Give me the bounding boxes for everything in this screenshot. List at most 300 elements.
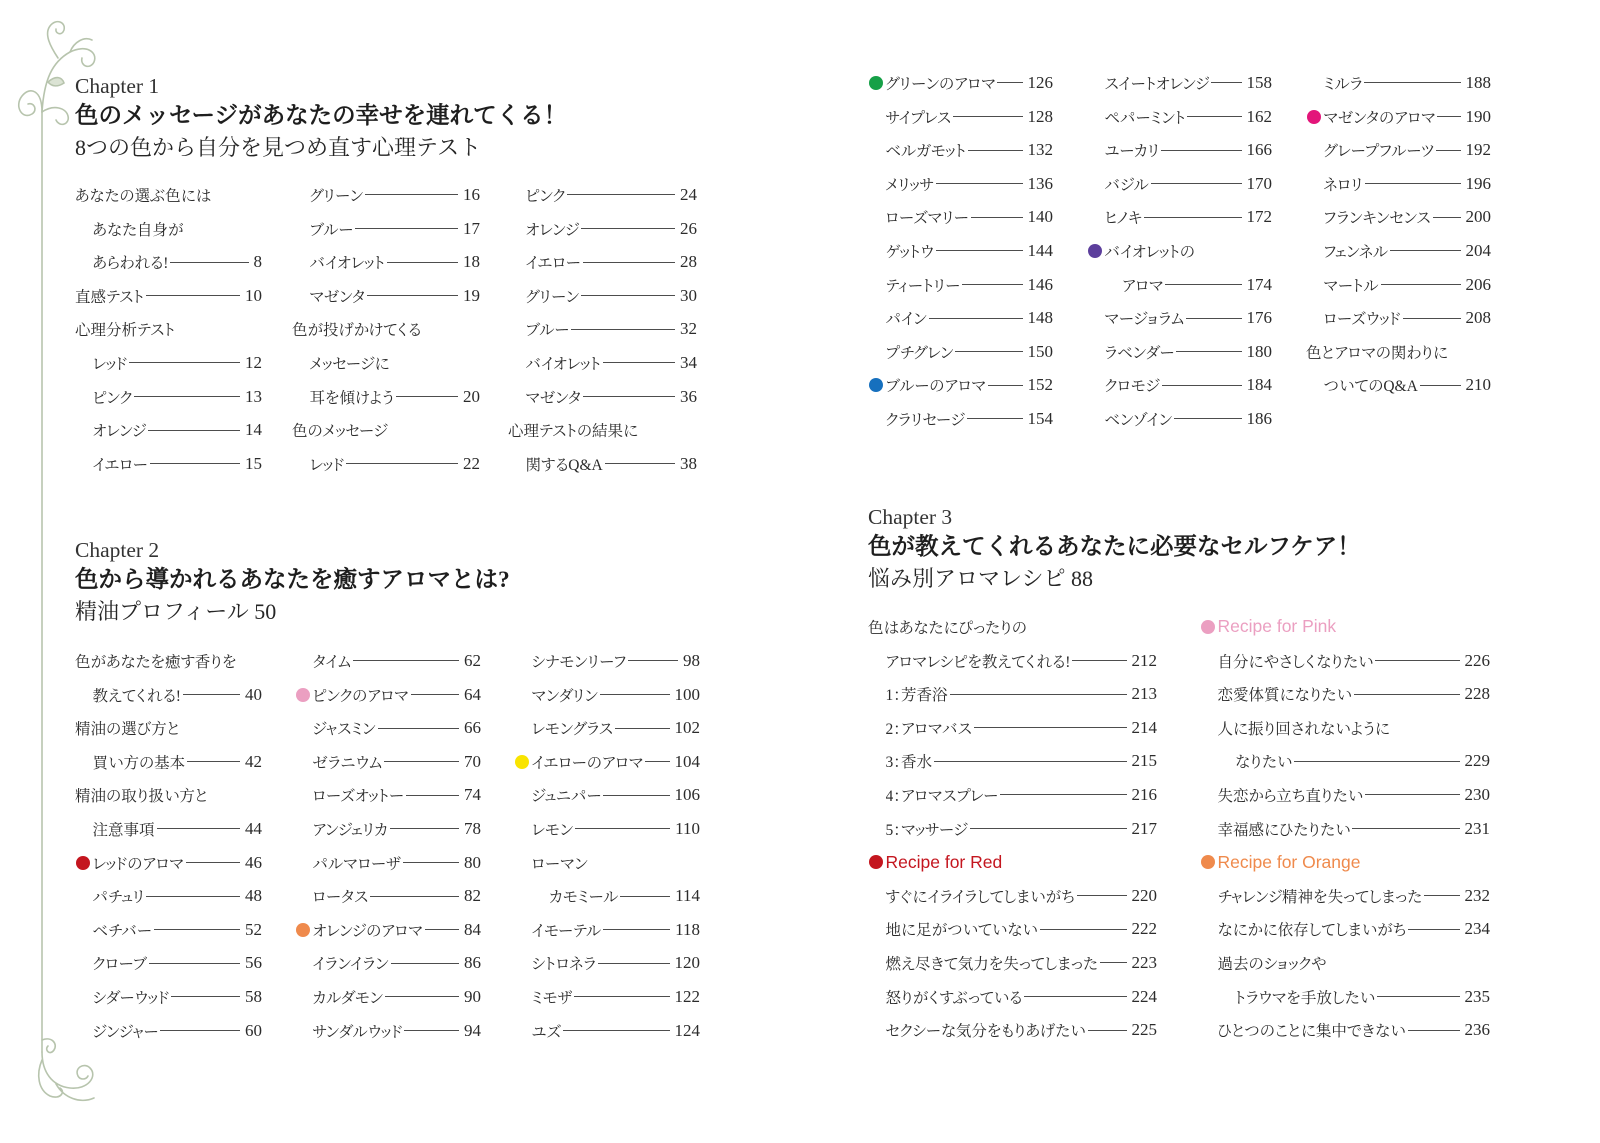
entry-title: ミルラ — [1323, 75, 1363, 93]
entry-title: バイオレットの — [1104, 243, 1195, 261]
toc-entry — [75, 413, 262, 447]
entry-title: Recipe for Orange — [1217, 851, 1361, 872]
entry-title: クロモジ — [1104, 378, 1160, 396]
leader-line — [390, 828, 459, 829]
entry-title: Recipe for Red — [885, 851, 1003, 872]
entry-title: マートル — [1323, 277, 1379, 295]
entry-title: ペパーミント — [1104, 109, 1186, 127]
page-number: 120 — [674, 953, 700, 973]
leader-line — [583, 262, 675, 263]
page-number: 222 — [1131, 919, 1157, 939]
leader-line — [1162, 385, 1242, 386]
entry-title: 買い方の基本 — [92, 754, 186, 772]
toc-entry — [514, 1014, 700, 1048]
leader-line — [1365, 794, 1459, 795]
leader-line — [1408, 929, 1459, 930]
toc-entry — [868, 369, 1053, 403]
entry-title: Recipe for Pink — [1217, 616, 1337, 637]
entry-title: レッド — [92, 355, 128, 373]
toc-entry — [868, 100, 1053, 134]
leader-line — [1187, 116, 1241, 117]
chapter-3-heading — [868, 503, 1361, 595]
entry-title: イエロー — [92, 456, 148, 474]
toc-entry — [75, 980, 262, 1014]
page-number: 52 — [245, 919, 262, 939]
page-number: 214 — [1131, 717, 1157, 737]
entry-title: 自分にやさしくなりたい — [1217, 653, 1374, 671]
toc-entry — [514, 846, 700, 880]
toc-entry — [295, 980, 481, 1014]
page-number: 114 — [675, 886, 700, 906]
page-number: 94 — [464, 1020, 481, 1040]
leader-line — [150, 463, 240, 464]
leader-line — [1024, 996, 1126, 997]
page-number: 12 — [245, 352, 262, 372]
page-number: 200 — [1465, 207, 1491, 227]
leader-line — [1377, 996, 1459, 997]
pink-dot-icon — [296, 688, 310, 702]
leader-line — [385, 996, 459, 997]
leader-line — [1381, 284, 1461, 285]
toc-entry — [292, 212, 480, 246]
recipe-section-heading — [1200, 845, 1490, 879]
toc-entry — [292, 346, 480, 380]
toc-entry — [75, 212, 262, 246]
page-number: 32 — [680, 319, 697, 339]
entry-title: ローマン — [531, 855, 588, 873]
page-number: 236 — [1464, 1020, 1490, 1040]
entry-title: パイン — [885, 311, 927, 329]
toc-entry — [1087, 301, 1272, 335]
toc-entry — [1306, 301, 1491, 335]
leader-line — [1000, 794, 1126, 795]
page-number: 18 — [463, 252, 480, 272]
page-number: 206 — [1465, 274, 1491, 294]
entry-title: バイオレット — [309, 255, 385, 273]
page-number: 212 — [1131, 650, 1157, 670]
entry-title: グリーン — [309, 187, 364, 205]
toc-entry — [292, 279, 480, 313]
leader-line — [583, 396, 675, 397]
toc-entry — [508, 245, 697, 279]
entry-title: カルダモン — [312, 989, 383, 1007]
leader-line — [370, 896, 459, 897]
entry-title: トラウマを手放したい — [1235, 989, 1376, 1007]
page-number: 225 — [1131, 1020, 1157, 1040]
entry-title: マゼンタ — [525, 389, 581, 407]
toc-entry — [1306, 268, 1491, 302]
page-number: 100 — [674, 684, 700, 704]
page-number: 8 — [253, 252, 262, 272]
page-number: 106 — [674, 785, 700, 805]
leader-line — [603, 362, 675, 363]
toc-entry — [1087, 167, 1272, 201]
page-number: 213 — [1131, 684, 1157, 704]
toc-entry — [1087, 268, 1272, 302]
chapter-subtitle: 精油プロフィール 50 — [75, 599, 277, 624]
toc-entry — [868, 980, 1157, 1014]
toc-entry — [868, 745, 1157, 779]
toc-entry — [75, 245, 262, 279]
page-number: 84 — [464, 919, 481, 939]
yellow-dot-icon — [515, 755, 529, 769]
toc-entry — [868, 677, 1157, 711]
toc-entry — [295, 1014, 481, 1048]
leader-line — [1211, 82, 1241, 83]
toc-entry — [75, 947, 262, 981]
entry-title: 過去のショックや — [1217, 955, 1327, 973]
page-number: 184 — [1246, 375, 1272, 395]
page-number: 220 — [1131, 885, 1157, 905]
toc-entry — [295, 879, 481, 913]
entry-title: イエロー — [525, 255, 581, 273]
entry-title: ブルーのアロマ — [885, 378, 986, 396]
entry-title: ユーカリ — [1104, 143, 1160, 161]
toc-entry — [75, 346, 262, 380]
entry-title: 5：マッサージ — [885, 821, 968, 839]
entry-title: ひとつのことに集中できない — [1217, 1023, 1406, 1041]
toc-entry — [75, 879, 262, 913]
page-number: 170 — [1246, 173, 1272, 193]
page-number: 82 — [464, 886, 481, 906]
page-number: 230 — [1464, 784, 1490, 804]
toc-entry — [508, 413, 697, 447]
page-number: 158 — [1246, 72, 1272, 92]
leader-line — [1437, 116, 1460, 117]
leader-line — [1165, 284, 1241, 285]
leader-line — [1390, 250, 1460, 251]
entry-title: あらわれる! — [92, 255, 169, 273]
page-number: 124 — [674, 1020, 700, 1040]
leader-line — [1161, 150, 1241, 151]
leader-line — [1040, 929, 1127, 930]
leader-line — [581, 295, 675, 296]
toc-entry — [514, 644, 700, 678]
entry-title: ローズウッド — [1323, 311, 1401, 329]
page-number: 144 — [1027, 240, 1053, 260]
leader-line — [367, 295, 458, 296]
toc-entry — [508, 346, 697, 380]
leader-line — [425, 929, 459, 930]
page-number: 28 — [680, 252, 697, 272]
page-number: 44 — [245, 818, 262, 838]
entry-title: 色とアロマの関わりに — [1306, 344, 1448, 362]
entry-title: オレンジ — [525, 221, 580, 239]
entry-title: グリーン — [525, 288, 580, 306]
toc-entry — [75, 779, 262, 813]
entry-title: ジンジャー — [92, 1023, 159, 1041]
entry-title: マゼンタのアロマ — [1323, 109, 1436, 127]
entry-title: イモーテル — [531, 922, 602, 940]
leader-line — [1100, 962, 1127, 963]
recipe-section-heading — [868, 845, 1157, 879]
page-number: 231 — [1464, 818, 1490, 838]
page-number: 128 — [1027, 106, 1053, 126]
toc-entry — [1306, 369, 1491, 403]
entry-title: レッドのアロマ — [92, 855, 184, 873]
leader-line — [346, 463, 458, 464]
pink-dot-icon — [1201, 620, 1215, 634]
chapter-subtitle: 悩み別アロマレシピ 88 — [868, 566, 1093, 591]
leader-line — [183, 694, 240, 695]
toc-entry — [868, 301, 1053, 335]
leader-line — [605, 463, 675, 464]
toc-entry — [1200, 644, 1490, 678]
entry-title: ローズオットー — [312, 788, 404, 806]
chapter-title: 色から導かれるあなたを癒すアロマとは? — [75, 566, 510, 593]
leader-line — [1294, 761, 1459, 762]
entry-title: ネロリ — [1323, 176, 1363, 194]
toc-entry — [295, 678, 481, 712]
toc-entry — [75, 313, 262, 347]
toc-entry — [75, 447, 262, 481]
leader-line — [1420, 385, 1461, 386]
entry-title: 心理分析テスト — [75, 322, 175, 340]
toc-entry — [1200, 677, 1490, 711]
entry-title: バジル — [1104, 176, 1149, 194]
page-number: 180 — [1246, 341, 1272, 361]
entry-title: パチュリ — [92, 889, 145, 907]
entry-title: なりたい — [1235, 754, 1293, 772]
page-number: 26 — [680, 218, 697, 238]
entry-title: ラベンダー — [1104, 344, 1175, 362]
leader-line — [968, 150, 1023, 151]
leader-line — [1186, 318, 1241, 319]
leader-line — [1433, 217, 1461, 218]
toc-entry — [1200, 711, 1490, 745]
toc-entry — [1306, 201, 1491, 235]
toc-entry — [1087, 133, 1272, 167]
toc-entry — [295, 812, 481, 846]
toc-entry — [868, 234, 1053, 268]
leader-line — [186, 862, 240, 863]
toc-entry — [75, 745, 262, 779]
entry-title: サイプレス — [885, 109, 951, 127]
entry-title: ついてのQ&A — [1323, 378, 1418, 396]
leader-line — [146, 896, 240, 897]
entry-title: レモングラス — [531, 721, 613, 739]
entry-title: シトロネラ — [531, 956, 596, 974]
entry-title: フェンネル — [1323, 243, 1389, 261]
chapter-label: Chapter 1 — [75, 74, 160, 98]
page-number: 162 — [1246, 106, 1272, 126]
leader-line — [129, 362, 240, 363]
page-number: 188 — [1465, 72, 1491, 92]
toc-entry — [868, 946, 1157, 980]
orange-dot-icon — [1201, 855, 1215, 869]
toc-entry — [1200, 913, 1490, 947]
page-number: 15 — [245, 453, 262, 473]
leader-line — [598, 963, 670, 964]
leader-line — [962, 284, 1022, 285]
leader-line — [1364, 82, 1460, 83]
page-number: 223 — [1131, 952, 1157, 972]
entry-title: クローブ — [92, 956, 148, 974]
entry-title: マージョラム — [1104, 311, 1185, 329]
entry-title: グリーンのアロマ — [885, 75, 996, 93]
page-number: 66 — [464, 718, 481, 738]
entry-title: 燃え尽きて気力を失ってしまった — [885, 955, 1098, 973]
page-number: 36 — [680, 386, 697, 406]
toc-entry — [514, 711, 700, 745]
leader-line — [403, 862, 459, 863]
toc-entry — [1306, 133, 1491, 167]
leader-line — [1088, 1030, 1127, 1031]
entry-title: ミモザ — [531, 989, 573, 1007]
entry-title: あなた自身が — [92, 221, 184, 239]
leader-line — [574, 996, 669, 997]
entry-title: ブルー — [525, 322, 570, 340]
entry-title: 4：アロマスプレー — [885, 787, 999, 805]
page-number: 224 — [1131, 986, 1157, 1006]
entry-title: 心理テストの結果に — [508, 423, 639, 441]
blue-dot-icon — [869, 378, 883, 392]
entry-title: 幸福感にひたりたい — [1217, 821, 1351, 839]
toc-entry — [1200, 980, 1490, 1014]
page-number: 136 — [1027, 173, 1053, 193]
entry-title: グレープフルーツ — [1323, 143, 1435, 161]
leader-line — [929, 318, 1023, 319]
leader-line — [365, 194, 458, 195]
magenta-dot-icon — [1307, 110, 1321, 124]
entry-title: 地に足がついていない — [885, 922, 1038, 940]
page-number: 208 — [1465, 308, 1491, 328]
entry-title: ベルガモット — [885, 143, 966, 161]
toc-entry — [1200, 879, 1490, 913]
toc-entry — [1200, 1013, 1490, 1047]
entry-title: ジャスミン — [312, 721, 376, 739]
page-number: 122 — [674, 986, 700, 1006]
entry-title: アンジェリカ — [312, 821, 388, 839]
toc-entry — [292, 413, 480, 447]
leader-line — [1424, 895, 1459, 896]
page-number: 204 — [1465, 240, 1491, 260]
entry-title: 色のメッセージ — [292, 423, 388, 441]
page-number: 13 — [245, 386, 262, 406]
page-number: 150 — [1027, 341, 1053, 361]
entry-title: オレンジのアロマ — [312, 922, 423, 940]
toc-entry — [868, 644, 1157, 678]
page-number: 40 — [245, 684, 262, 704]
page-number: 210 — [1465, 375, 1491, 395]
toc-entry — [75, 279, 262, 313]
recipe-section-heading — [1200, 610, 1490, 644]
page-number: 90 — [464, 986, 481, 1006]
page-number: 98 — [683, 650, 700, 670]
toc-entry — [514, 947, 700, 981]
page-number: 30 — [680, 285, 697, 305]
entry-title: メリッサ — [885, 176, 934, 194]
entry-title: マゼンタ — [309, 288, 365, 306]
leader-line — [411, 694, 459, 695]
leader-line — [936, 250, 1023, 251]
entry-title: 怒りがくすぶっている — [885, 989, 1023, 1007]
page-number: 228 — [1464, 684, 1490, 704]
toc-entry — [75, 812, 262, 846]
page-number: 14 — [245, 420, 262, 440]
page-number: 58 — [245, 986, 262, 1006]
toc-entry — [1087, 201, 1272, 235]
entry-title: レッド — [309, 456, 345, 474]
entry-title: 教えてくれる! — [92, 687, 181, 705]
page-number: 216 — [1131, 784, 1157, 804]
toc-entry — [868, 711, 1157, 745]
entry-title: カモミール — [549, 889, 619, 907]
leader-line — [134, 396, 240, 397]
page-number: 192 — [1465, 140, 1491, 160]
leader-line — [1176, 351, 1241, 352]
page-number: 186 — [1246, 408, 1272, 428]
page-number: 172 — [1246, 207, 1272, 227]
page-number: 64 — [464, 684, 481, 704]
leader-line — [1436, 150, 1460, 151]
red-dot-icon — [869, 855, 883, 869]
leader-line — [387, 262, 458, 263]
toc-entry — [868, 133, 1053, 167]
toc-entry — [1087, 234, 1272, 268]
page-number: 126 — [1027, 72, 1053, 92]
page-number: 132 — [1027, 140, 1053, 160]
entry-title: すぐにイライラしてしまいがち — [885, 888, 1075, 906]
toc-entry — [292, 447, 480, 481]
toc-entry — [868, 167, 1053, 201]
entry-title: パルマローザ — [312, 855, 401, 873]
leader-line — [149, 963, 240, 964]
chapter-1-heading — [75, 72, 567, 164]
entry-title: アロマレシピを教えてくれる! — [885, 653, 1071, 671]
toc-entry — [514, 879, 700, 913]
toc-entry — [508, 178, 697, 212]
leader-line — [396, 396, 458, 397]
violet-dot-icon — [1088, 244, 1102, 258]
toc-entry — [868, 913, 1157, 947]
toc-entry — [868, 1013, 1157, 1047]
entry-title: 2：アロマバス — [885, 720, 972, 738]
page-number: 34 — [680, 352, 697, 372]
page-number: 110 — [675, 818, 700, 838]
toc-entry — [868, 402, 1053, 436]
leader-line — [953, 116, 1023, 117]
leader-line — [1365, 183, 1461, 184]
toc-entry — [1200, 812, 1490, 846]
page-number: 104 — [674, 751, 700, 771]
page-number: 190 — [1465, 106, 1491, 126]
entry-title: マンダリン — [531, 687, 598, 705]
entry-title: 色が投げかけてくる — [292, 322, 422, 340]
leader-line — [146, 295, 240, 296]
toc-entry — [868, 879, 1157, 913]
leader-line — [1077, 895, 1127, 896]
page-number: 70 — [464, 751, 481, 771]
page-number: 78 — [464, 818, 481, 838]
page-number: 174 — [1246, 274, 1272, 294]
toc-entry — [75, 644, 262, 678]
toc-entry — [514, 913, 700, 947]
entry-title: 精油の選び方と — [75, 721, 180, 739]
leader-line — [171, 996, 240, 997]
leader-line — [353, 660, 459, 661]
page-number: 24 — [680, 184, 697, 204]
leader-line — [645, 761, 669, 762]
toc-entry — [1200, 946, 1490, 980]
toc-entry — [75, 1014, 262, 1048]
entry-title: バイオレット — [525, 355, 601, 373]
page-number: 42 — [245, 751, 262, 771]
toc-entry — [1087, 335, 1272, 369]
toc-entry — [1306, 66, 1491, 100]
page-number: 217 — [1131, 818, 1157, 838]
page-number: 232 — [1464, 885, 1490, 905]
